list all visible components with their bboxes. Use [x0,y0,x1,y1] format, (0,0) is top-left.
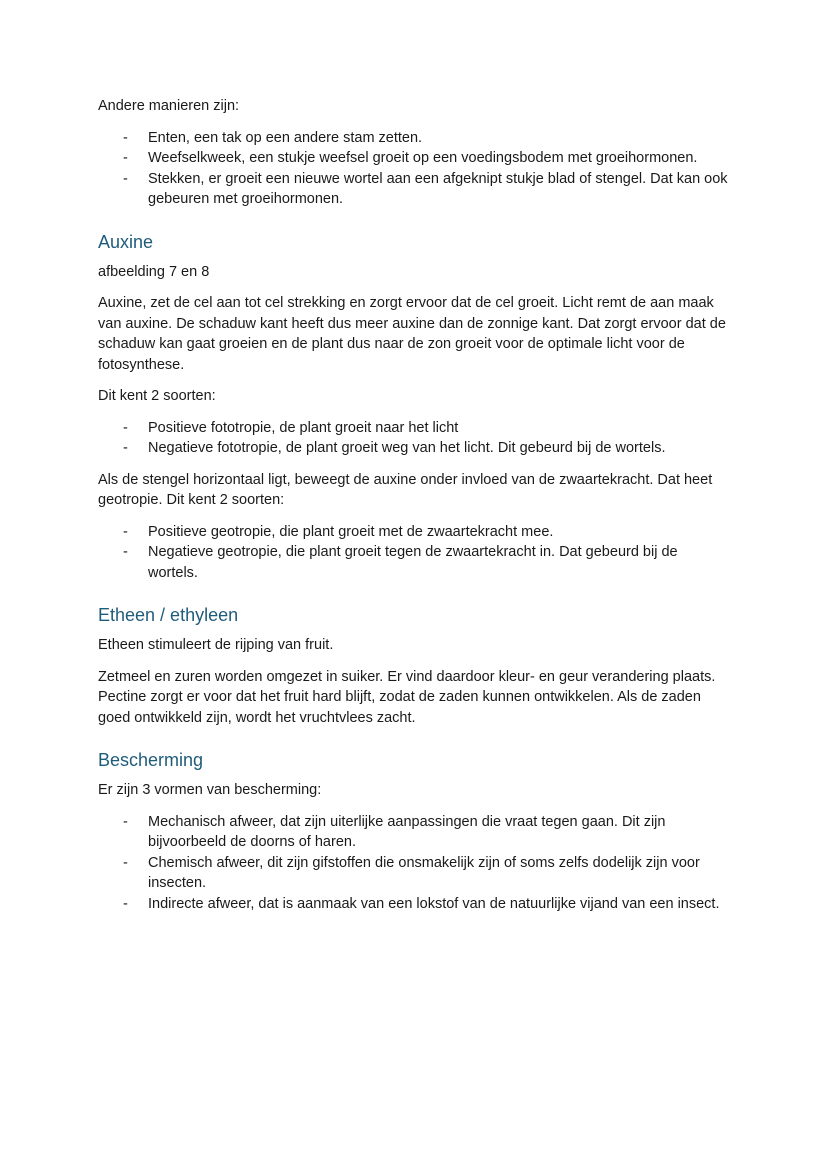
dash-bullet: - [123,523,128,540]
list-item [98,853,730,894]
paragraph: Als de stengel horizontaal ligt, beweegt de auxine onder invloed van de zwaartekracht. Dat heet geotropie. Dit kent 2 soorten: [98,471,713,508]
dash-bullet: - [123,129,128,146]
fototropie-list [98,418,730,459]
paragraph: Dit kent 2 soorten: [98,388,216,404]
dash-bullet: - [123,544,128,560]
list-item-text: Weefselkweek, een stukje weefsel groeit op een voedingsbodem met groeihormonen. [148,150,698,166]
list-item [98,128,730,149]
bescherming-list [98,812,730,915]
dash-bullet: - [123,170,128,187]
list-item [98,169,730,210]
list-item-text: Mechanisch afweer, dat zijn uiterlijke aanpassingen die vraat tegen gaan. Dit zijn bijvoorbeeld de doorns of haren. [148,813,666,850]
paragraph: Er zijn 3 vormen van bescherming: [98,782,322,798]
list-item [98,438,730,459]
intro-text: Andere manieren zijn: [98,98,240,114]
dash-bullet: - [123,419,128,436]
list-item-text: Chemisch afweer, dit zijn gifstoffen die onsmakelijk zijn of soms zelfs dodelijk zijn voor insecten. [148,854,700,891]
list-item [98,894,730,915]
section-heading-auxine: Auxine [98,231,154,252]
intro-list [98,128,730,210]
list-item [98,148,730,169]
list-item-text: Negatieve fototropie, de plant groeit weg van het licht. Dit gebeurd bij de wortels. [148,440,666,456]
list-item [98,812,730,853]
geotropie-list [98,522,730,584]
list-item-text: Positieve fototropie, de plant groeit naar het licht [148,419,459,436]
list-item [98,522,730,543]
paragraph: Etheen stimuleert de rijping van fruit. [98,637,334,653]
paragraph: Zetmeel en zuren worden omgezet in suiker. Er vind daardoor kleur- en geur verandering plaats. Pectine zorgt er voor dat het fruit hard blijft, zodat de zaden kunnen ontwikkelen. Als de zaden goed ontwikkeld zijn, wordt het vruchtvlees zacht. [98,668,716,726]
list-item [98,542,730,583]
list-item [98,418,730,439]
list-item-text: Indirecte afweer, dat is aanmaak van een lokstof van de natuurlijke vijand van een insect. [148,895,720,912]
list-item-text: Enten, een tak op een andere stam zetten. [148,129,423,146]
figure-reference: afbeelding 7 en 8 [98,263,210,280]
dash-bullet: - [123,813,128,830]
dash-bullet: - [123,150,128,166]
paragraph: Auxine, zet de cel aan tot cel strekking en zorgt ervoor dat de cel groeit. Licht remt de aan maak van auxine. De schaduw kant heeft dus meer auxine dan de zonnige kant. Dat zorgt ervoor dat de schaduw kan gaat groeien en de plant dus naar de zon groeit voor de optimale licht voor de fotosynthese. [98,295,726,373]
section-heading-etheen: Etheen / ethyleen [98,605,239,625]
list-item-text: Negatieve geotropie, die plant groeit tegen de zwaartekracht in. Dat gebeurd bij de wortels. [148,544,678,581]
dash-bullet: - [123,440,128,456]
dash-bullet: - [123,895,128,912]
list-item-text: Positieve geotropie, die plant groeit met de zwaartekracht mee. [148,523,554,540]
section-heading-bescherming: Bescherming [98,750,204,770]
list-item-text: Stekken, er groeit een nieuwe wortel aan een afgeknipt stukje blad of stengel. Dat kan ook gebeuren met groeihormonen. [148,170,728,207]
dash-bullet: - [123,854,128,871]
